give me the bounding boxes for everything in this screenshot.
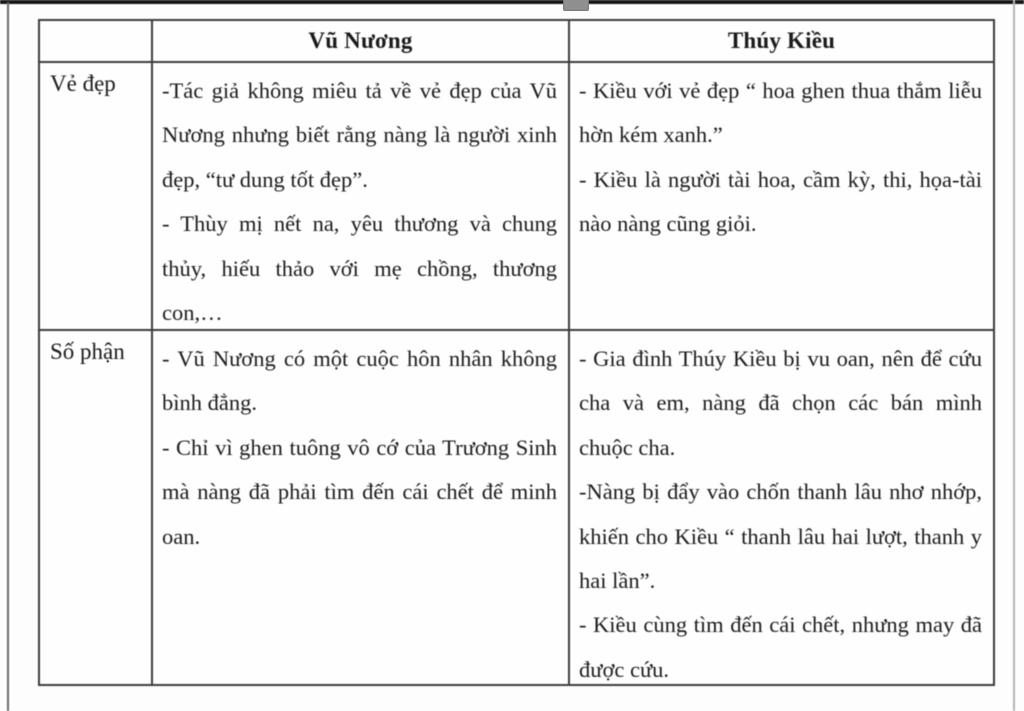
header-corner-cell — [40, 21, 153, 63]
paragraph: - Chỉ vì ghen tuông vô cớ của Trương Sinh mà nàng đã phải tìm đến cái chết để minh oan. — [162, 434, 557, 549]
paragraph: - Gia đình Thúy Kiều bị vu oan, nên để cứu cha và em, nàng đã chọn các bán mình chuộc cha. — [579, 346, 982, 460]
photo-top-edge — [0, 0, 1024, 4]
cell-so-phan-vu-nuong — [153, 331, 570, 684]
cell-ve-dep-thuy-kieu — [570, 63, 993, 331]
cell-so-phan-thuy-kieu — [570, 331, 993, 684]
paragraph: - Kiều cùng tìm đến cái chết, nhưng may đã được cứu. — [579, 612, 982, 682]
page-left-edge-line — [7, 2, 9, 711]
comparison-table — [38, 19, 995, 686]
row-label-so-phan: Số phận — [40, 331, 153, 684]
row-label-ve-dep: Vẻ đẹp — [40, 63, 153, 331]
paragraph: - Kiều với vẻ đẹp “ hoa ghen thua thắm liễu hờn kém xanh.” — [579, 78, 982, 148]
paragraph: -Tác giả không miêu tả về vẻ đẹp của Vũ Nương nhưng biết rằng nàng là người xinh đẹp, “tư dung tốt đẹp”. — [162, 78, 557, 192]
page-right-edge-line — [1013, 0, 1015, 711]
paragraph: -Nàng bị đẩy vào chốn thanh lâu nhơ nhớp, khiến cho Kiều “ thanh lâu hai lượt, thanh y hai lần”. — [579, 479, 982, 594]
paragraph: - Vũ Nương có một cuộc hôn nhân không bình đẳng. — [162, 346, 557, 416]
header-thuy-kieu: Thúy Kiều — [570, 21, 993, 63]
cell-ve-dep-vu-nuong — [153, 63, 570, 331]
paragraph: - Kiều là người tài hoa, cầm kỳ, thi, họa-tài nào nàng cũng giỏi. — [579, 166, 982, 237]
paragraph: - Thùy mị nết na, yêu thương và chung thủy, hiếu thảo với mẹ chồng, thương con,… — [162, 211, 557, 326]
selection-handle[interactable] — [563, 0, 589, 11]
header-vu-nuong: Vũ Nương — [153, 21, 570, 63]
